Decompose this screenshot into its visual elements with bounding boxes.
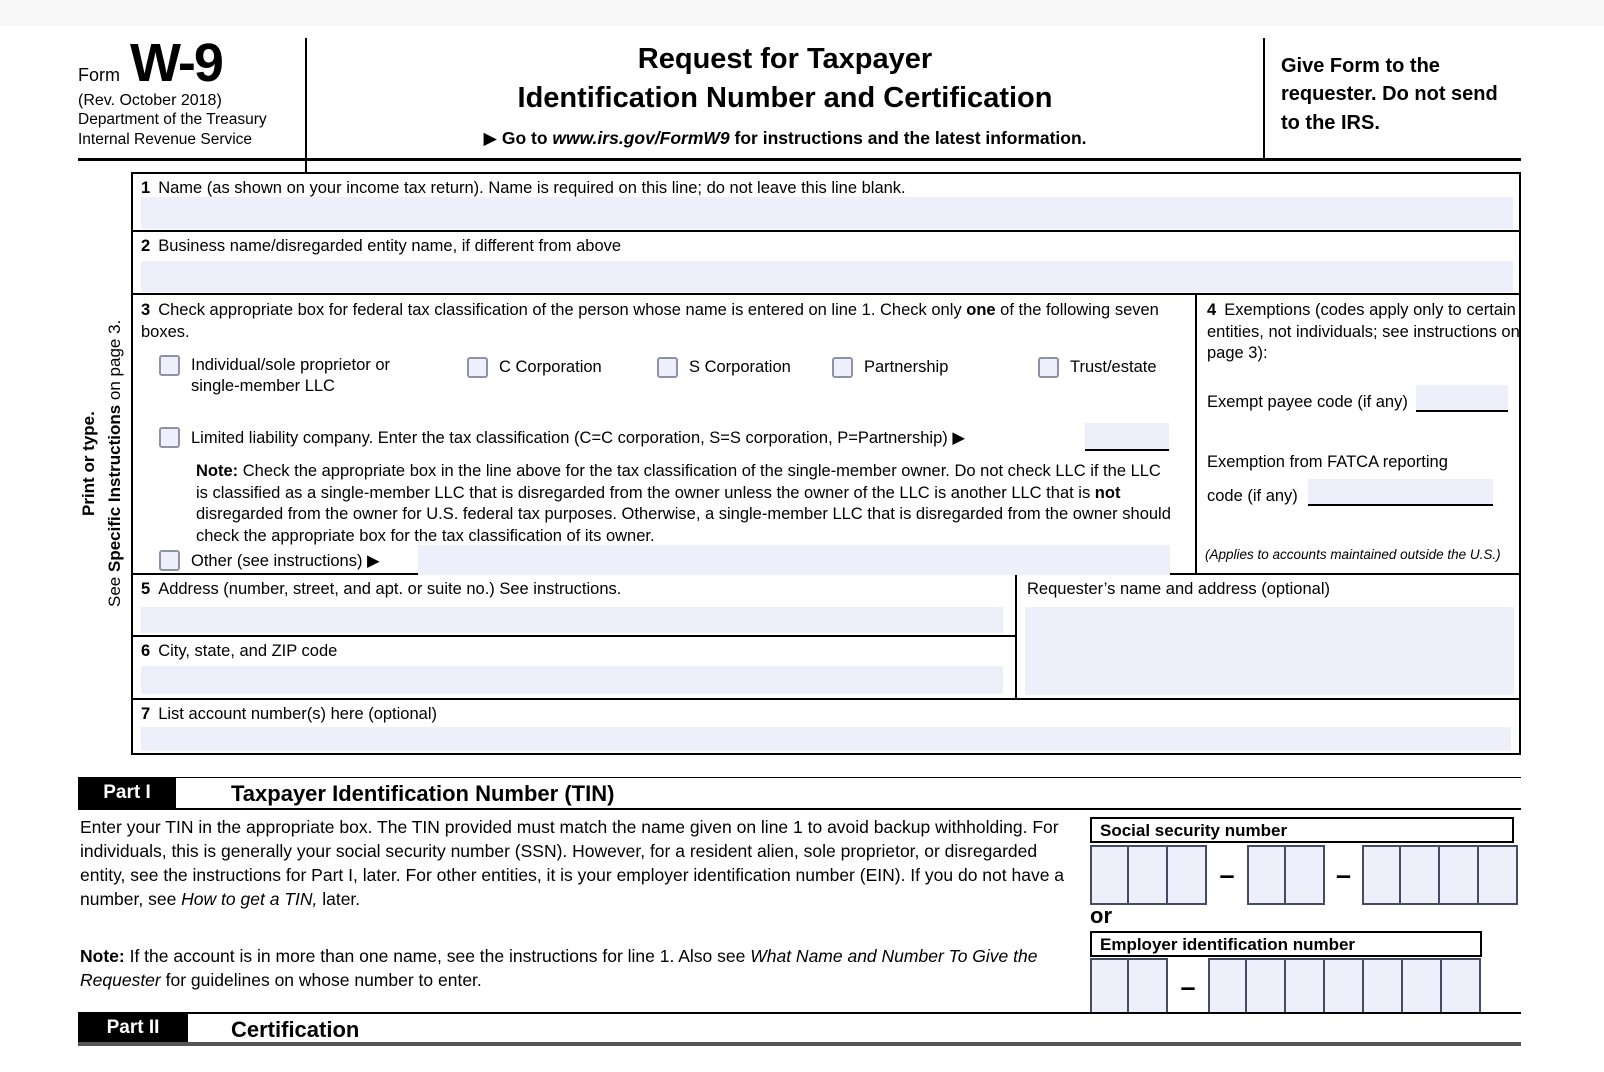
ssn-label-box: Social security number — [1090, 817, 1514, 843]
city-state-zip-input[interactable] — [141, 666, 1003, 694]
account-numbers-label: 7 List account number(s) here (optional) — [141, 705, 437, 723]
part2-badge: Part II — [78, 1014, 188, 1042]
form-revision: (Rev. October 2018) — [78, 92, 222, 110]
requester-name-address-input[interactable] — [1025, 607, 1514, 695]
ein-cell[interactable] — [1247, 958, 1286, 1016]
ssn-cell[interactable] — [1440, 845, 1479, 905]
fatca-label-line2: code (if any) — [1207, 487, 1298, 505]
ein-cell[interactable] — [1090, 958, 1129, 1016]
exempt-payee-label: Exempt payee code (if any) — [1207, 393, 1408, 411]
ein-cell[interactable] — [1364, 958, 1403, 1016]
ein-cell[interactable] — [1442, 958, 1481, 1016]
ein-cell[interactable] — [1286, 958, 1325, 1016]
ssn-cell[interactable] — [1090, 845, 1129, 905]
checkbox-item-c-corporation — [467, 357, 602, 378]
exemptions-column — [1197, 295, 1519, 573]
name-input[interactable] — [141, 197, 1513, 229]
sidebar-vertical-instructions — [76, 172, 131, 755]
ssn-group-2 — [1247, 845, 1325, 905]
other-input[interactable] — [418, 545, 1170, 575]
checkbox-item-s-corporation — [657, 357, 791, 378]
ssn-group-1 — [1090, 845, 1207, 905]
form-number: W-9 — [130, 33, 222, 93]
checkbox-item-other — [159, 550, 380, 571]
ssn-cell[interactable] — [1168, 845, 1207, 905]
business-name-input[interactable] — [141, 261, 1513, 292]
header-underline — [78, 158, 1521, 161]
business-name-label: 2 Business name/disregarded entity name, if different from above — [141, 237, 622, 255]
llc-classification-input[interactable] — [1085, 423, 1169, 451]
tax-classification-column — [133, 295, 1197, 573]
fatca-block — [1207, 453, 1493, 506]
specific-instructions-label: See Specific Instructions on page 3. — [105, 319, 124, 608]
row-address-city — [133, 575, 1519, 700]
form-title-block — [318, 40, 1252, 149]
individual-checkbox-label: Individual/sole proprietor or single-member LLC — [191, 356, 391, 395]
trust-estate-checkbox[interactable] — [1038, 357, 1059, 378]
goto-instructions-line: ▶ Go to www.irs.gov/FormW9 for instructions and the latest information. — [483, 128, 1087, 149]
form-identity-block — [78, 33, 302, 149]
trust-estate-checkbox-label: Trust/estate — [1070, 358, 1157, 376]
individual-checkbox[interactable] — [159, 355, 180, 376]
ein-group-1 — [1090, 958, 1168, 1016]
s-corporation-checkbox-label: S Corporation — [689, 358, 791, 376]
or-label: or — [1090, 903, 1112, 928]
page-top-strip — [0, 0, 1604, 26]
city-state-zip-label: 6 City, state, and ZIP code — [141, 642, 338, 660]
address-label: 5 Address (number, street, and apt. or suite no.) See instructions. — [141, 580, 622, 598]
page-title: Request for Taxpayer — [637, 43, 933, 75]
llc-checkbox[interactable] — [159, 427, 180, 448]
ssn-cell[interactable] — [1247, 845, 1286, 905]
department-line: Department of the Treasury — [78, 111, 267, 129]
ein-label-box: Employer identification number — [1090, 931, 1482, 957]
checkbox-item-individual — [159, 355, 441, 397]
ssn-dash-2: – — [1335, 859, 1352, 890]
ein-dash: – — [1180, 971, 1196, 1002]
address-input[interactable] — [141, 607, 1003, 633]
ein-cell[interactable] — [1129, 958, 1168, 1016]
exemptions-label: 4 Exemptions (codes apply only to certain entities, not individuals; see instructions on page 3): — [1207, 301, 1520, 362]
give-form-note: Give Form to the requester. Do not send to the IRS. — [1281, 55, 1498, 134]
c-corporation-checkbox[interactable] — [467, 357, 488, 378]
ssn-cell[interactable] — [1479, 845, 1518, 905]
arrow-right-icon: ▶ — [483, 128, 497, 149]
part2-header-bar — [78, 1012, 1521, 1046]
ssn-cell[interactable] — [1362, 845, 1401, 905]
row-business-name — [133, 232, 1519, 295]
fatca-label-line1: Exemption from FATCA reporting — [1207, 453, 1448, 471]
form-fields-table — [131, 172, 1521, 755]
row-address — [133, 575, 1015, 637]
page-title: Identification Number and Certification — [517, 81, 1053, 114]
checkbox-item-partnership — [832, 357, 948, 378]
print-or-type-label: Print or type. — [79, 411, 98, 516]
account-numbers-input[interactable] — [141, 727, 1511, 751]
part1-title: Taxpayer Identification Number (TIN) — [231, 781, 615, 806]
exempt-payee-row — [1207, 385, 1508, 412]
row-name — [133, 174, 1519, 232]
address-column — [133, 575, 1017, 698]
other-checkbox-label: Other (see instructions) ▶ — [191, 551, 380, 570]
llc-note: Note: Check the appropriate box in the line above for the tax classification of the single-member owner. Do not check LLC if the LLC is classified as a single-member LLC that is disregarded from the owner unless the owner of the LLC is another LLC that is not disregarded from the owner for U.S. federal tax purposes. Otherwise, a single-member LLC that is disregarded from the owner should check the appropriate box for the tax classification of its owner. — [196, 462, 1171, 545]
checkbox-item-llc — [159, 427, 965, 448]
requester-label: Requester’s name and address (optional) — [1027, 580, 1330, 598]
s-corporation-checkbox[interactable] — [657, 357, 678, 378]
ein-cell[interactable] — [1325, 958, 1364, 1016]
ein-cells — [1090, 958, 1481, 1016]
tax-classification-label: 3 Check appropriate box for federal tax classification of the person whose name is entered on line 1. Check only one of the following seven boxes. — [141, 301, 1159, 341]
part1-instructions: Enter your TIN in the appropriate box. The TIN provided must match the name given on line 1 to avoid backup withholding. For individuals, this is generally your social security number (SSN). However, for a resident alien, sole proprietor, or disregarded entity, see the instructions for Part I, later. For other entities, it is your employer identification number (EIN). If you do not have a number, see How to get a TIN, later. — [80, 817, 1065, 909]
ssn-cell[interactable] — [1401, 845, 1440, 905]
ssn-cells — [1090, 845, 1518, 905]
ssn-group-3 — [1362, 845, 1518, 905]
row-account-numbers — [133, 700, 1519, 753]
service-line: Internal Revenue Service — [78, 130, 253, 148]
ein-group-2 — [1208, 958, 1481, 1016]
llc-checkbox-label: Limited liability company. Enter the tax classification (C=C corporation, S=S corporation, P=Partnership) ▶ — [191, 428, 966, 447]
part2-title: Certification — [231, 1017, 360, 1042]
partnership-checkbox-label: Partnership — [864, 358, 949, 376]
form-word: Form — [78, 65, 120, 85]
exempt-payee-code-input[interactable] — [1416, 385, 1508, 412]
row-city-state-zip — [133, 637, 1015, 698]
ssn-dash-1: – — [1219, 859, 1235, 890]
ssn-cell[interactable] — [1286, 845, 1325, 905]
header-divider-left — [305, 38, 307, 172]
other-checkbox[interactable] — [159, 550, 180, 571]
part1-header-bar — [78, 777, 1521, 810]
part1-badge: Part I — [78, 778, 176, 808]
c-corporation-checkbox-label: C Corporation — [499, 358, 602, 376]
name-label: 1 Name (as shown on your income tax return). Name is required on this line; do not leave this line blank. — [141, 179, 906, 197]
ein-cell[interactable] — [1208, 958, 1247, 1016]
ein-cell[interactable] — [1403, 958, 1442, 1016]
applies-outside-us-note: (Applies to accounts maintained outside the U.S.) — [1205, 547, 1501, 562]
row-tax-classification — [133, 295, 1519, 575]
ssn-cell[interactable] — [1129, 845, 1168, 905]
partnership-checkbox[interactable] — [832, 357, 853, 378]
fatca-code-input[interactable] — [1308, 479, 1493, 506]
checkbox-item-trust-estate — [1038, 357, 1157, 378]
header-divider-right — [1263, 38, 1265, 158]
requester-column — [1017, 575, 1519, 698]
part1-note: Note: If the account is in more than one name, see the instructions for line 1. Also see What Name and Number To Give the Requester for guidelines on whose number to enter. — [80, 946, 1038, 990]
